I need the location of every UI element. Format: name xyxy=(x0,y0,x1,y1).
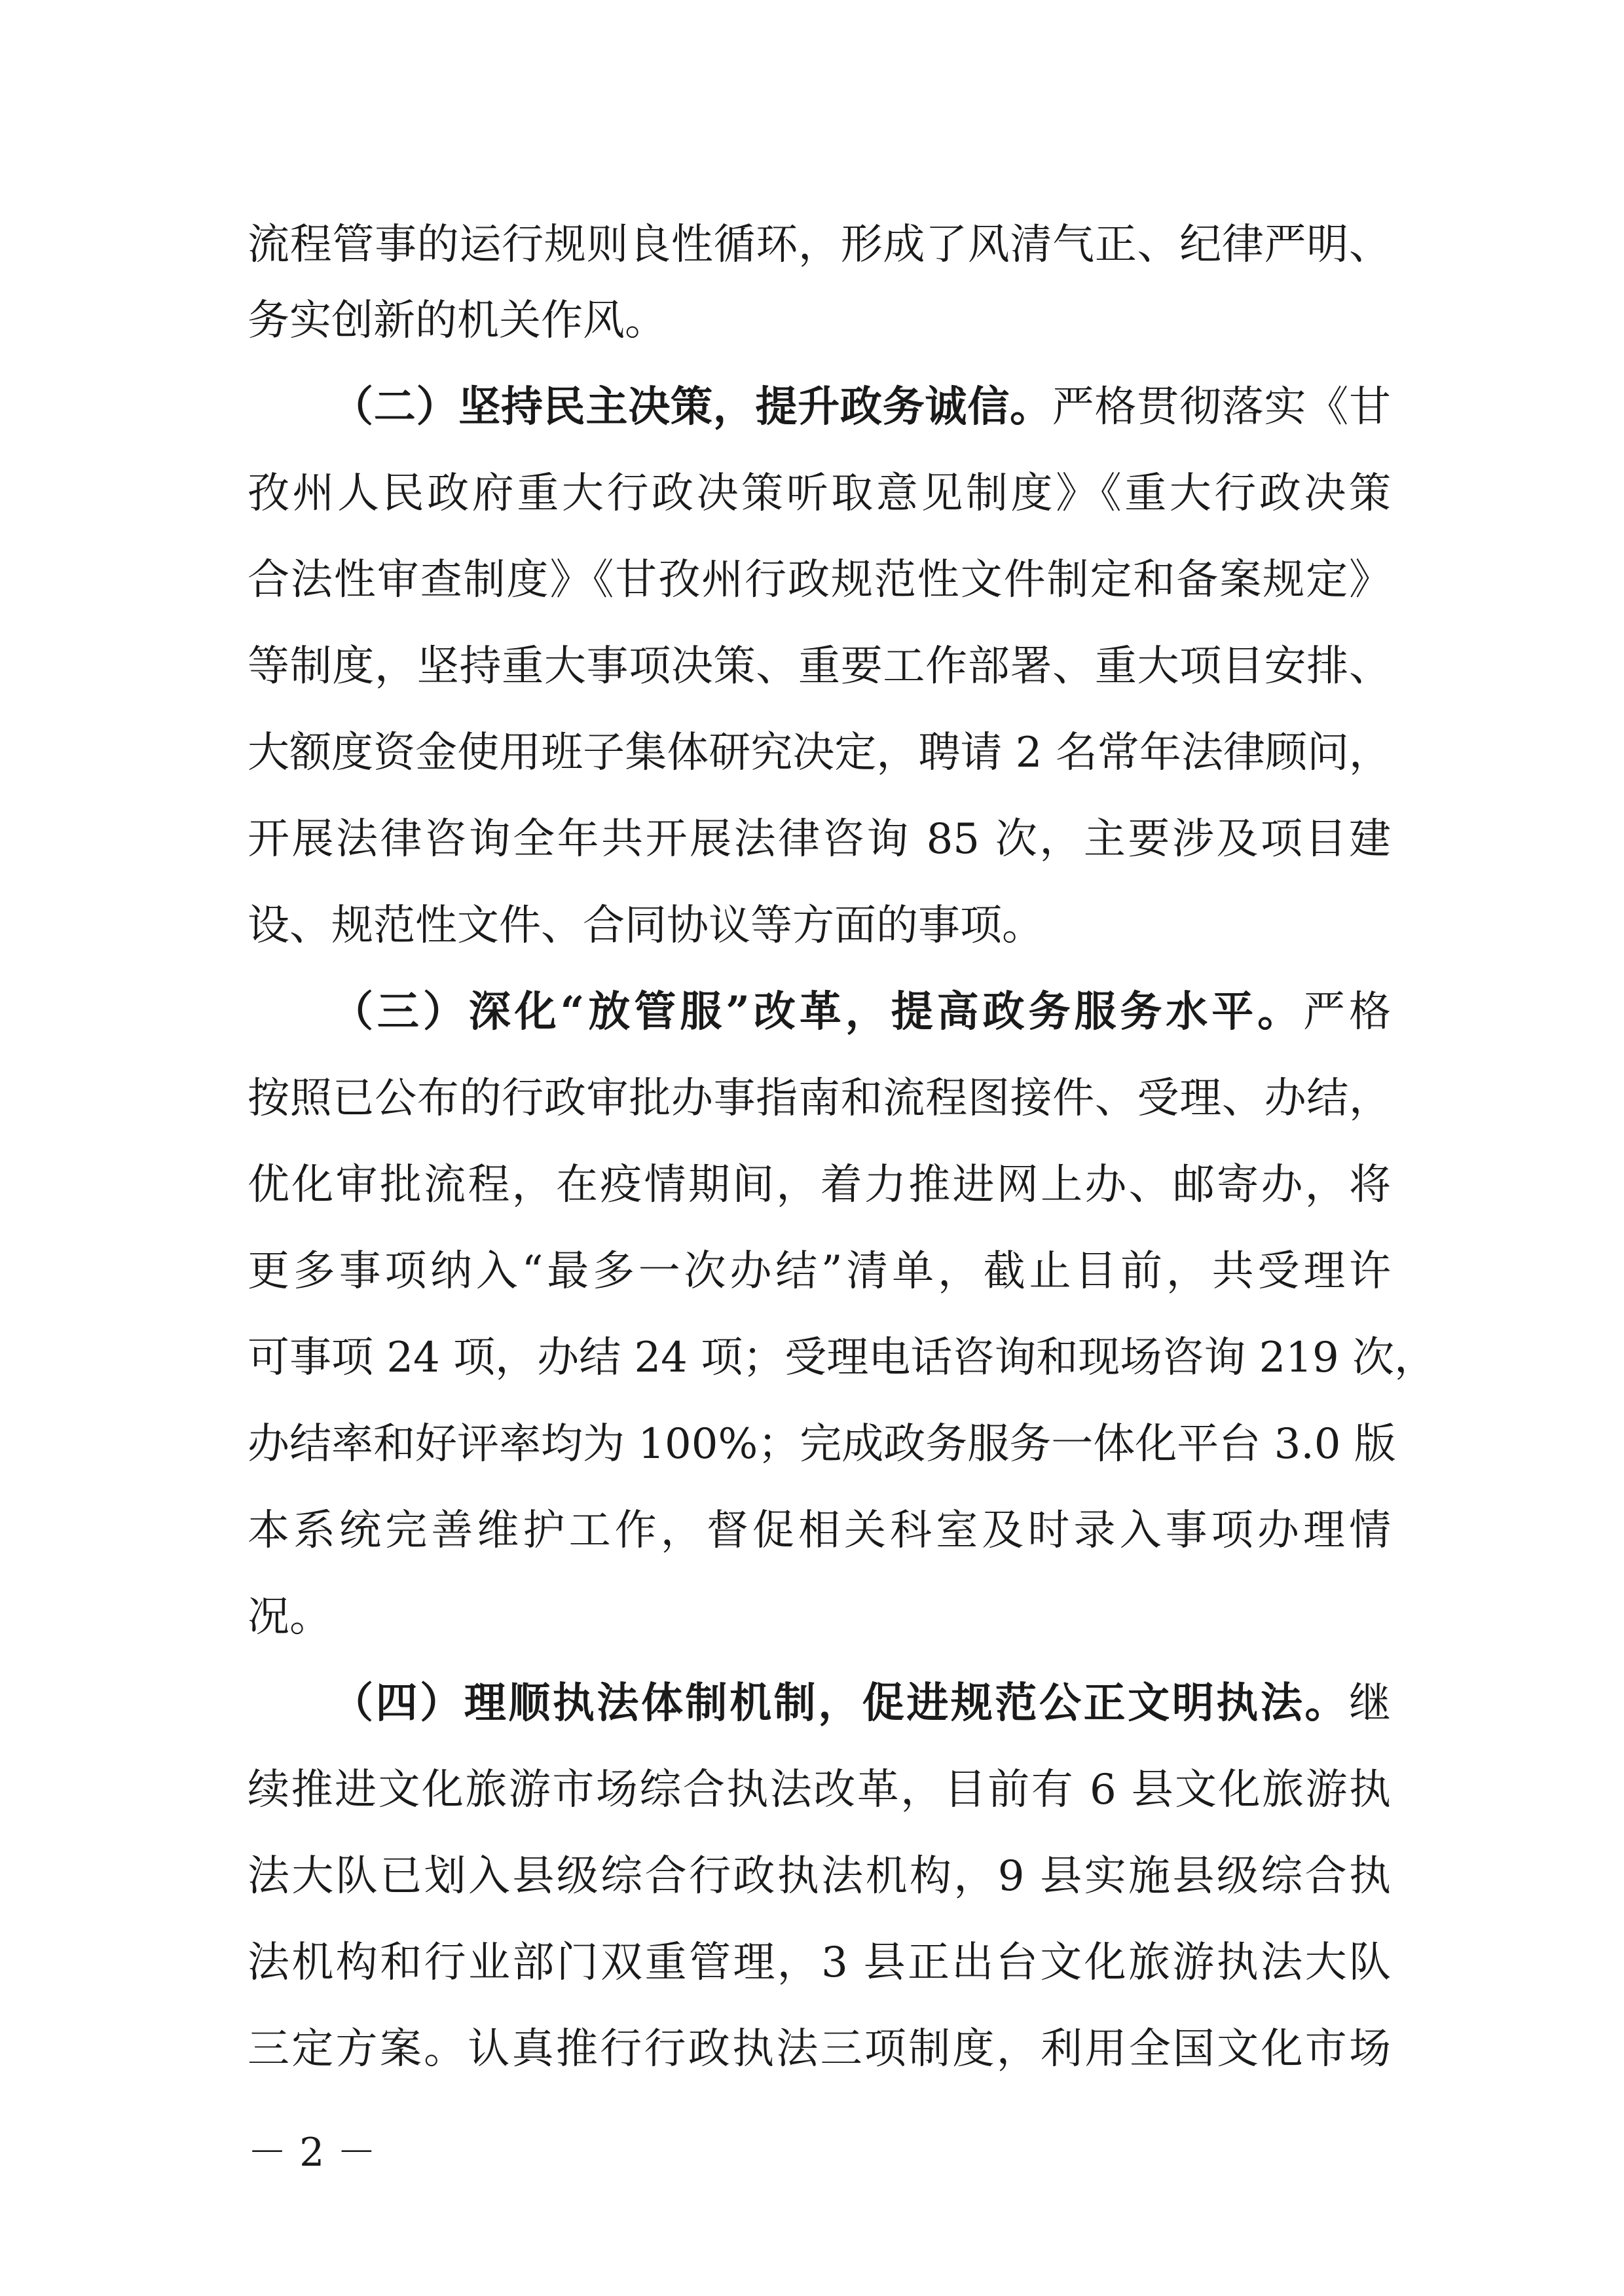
section-heading: （四）理顺执法体制机制，促进规范公正文明执法。 xyxy=(331,1679,1349,1728)
text-line: 况。 xyxy=(248,1593,331,1641)
text-line: 法大队已划入县级综合行政执法机构，9 县实施县级综合执 xyxy=(248,1852,1391,1901)
text-line: 合法性审查制度》《甘孜州行政规范性文件制定和备案规定》 xyxy=(248,556,1391,604)
text-line: 三定方案。认真推行行政执法三项制度，利用全国文化市场 xyxy=(248,2025,1391,2073)
text-line: 务实创新的机关作风。 xyxy=(248,297,667,345)
text-line: （三）深化“放管服”改革，提高政务服务水平。严格 xyxy=(331,987,1392,1036)
text-line: 优化审批流程，在疫情期间，着力推进网上办、邮寄办，将 xyxy=(248,1161,1391,1209)
text-line: 开展法律咨询全年共开展法律咨询 85 次，主要涉及项目建 xyxy=(248,815,1391,864)
text-line: 办结率和好评率均为 100%；完成政务服务一体化平台 3.0 版 xyxy=(248,1420,1396,1468)
section-heading: （三）深化“放管服”改革，提高政务服务水平。 xyxy=(331,987,1304,1036)
text-line: 设、规范性文件、合同协议等方面的事项。 xyxy=(248,902,1044,950)
text-line: （二）坚持民主决策，提升政务诚信。严格贯彻落实《甘 xyxy=(331,382,1391,431)
text-line: （四）理顺执法体制机制，促进规范公正文明执法。继 xyxy=(331,1679,1391,1728)
text-line: 按照已公布的行政审批办事指南和流程图接件、受理、办结， xyxy=(248,1074,1391,1123)
text-line: 法机构和行业部门双重管理，3 县正出台文化旅游执法大队 xyxy=(248,1939,1391,1987)
section-heading: （二）坚持民主决策，提升政务诚信。 xyxy=(331,382,1052,431)
page-number: － 2 － xyxy=(248,2130,377,2176)
text-line: 等制度，坚持重大事项决策、重要工作部署、重大项目安排、 xyxy=(248,642,1391,691)
text-line: 续推进文化旅游市场综合执法改革，目前有 6 县文化旅游执 xyxy=(248,1766,1391,1814)
text-line: 流程管事的运行规则良性循环，形成了风清气正、纪律严明、 xyxy=(248,221,1391,269)
text-line: 本系统完善维护工作，督促相关科室及时录入事项办理情 xyxy=(248,1506,1391,1555)
text-line: 可事项 24 项，办结 24 项；受理电话咨询和现场咨询 219 次， xyxy=(248,1334,1437,1382)
text-line: 孜州人民政府重大行政决策听取意见制度》《重大行政决策 xyxy=(248,469,1391,518)
text-line: 更多事项纳入“最多一次办结”清单，截止目前，共受理许 xyxy=(248,1247,1391,1296)
text-line: 大额度资金使用班子集体研究决定，聘请 2 名常年法律顾问， xyxy=(248,729,1391,777)
